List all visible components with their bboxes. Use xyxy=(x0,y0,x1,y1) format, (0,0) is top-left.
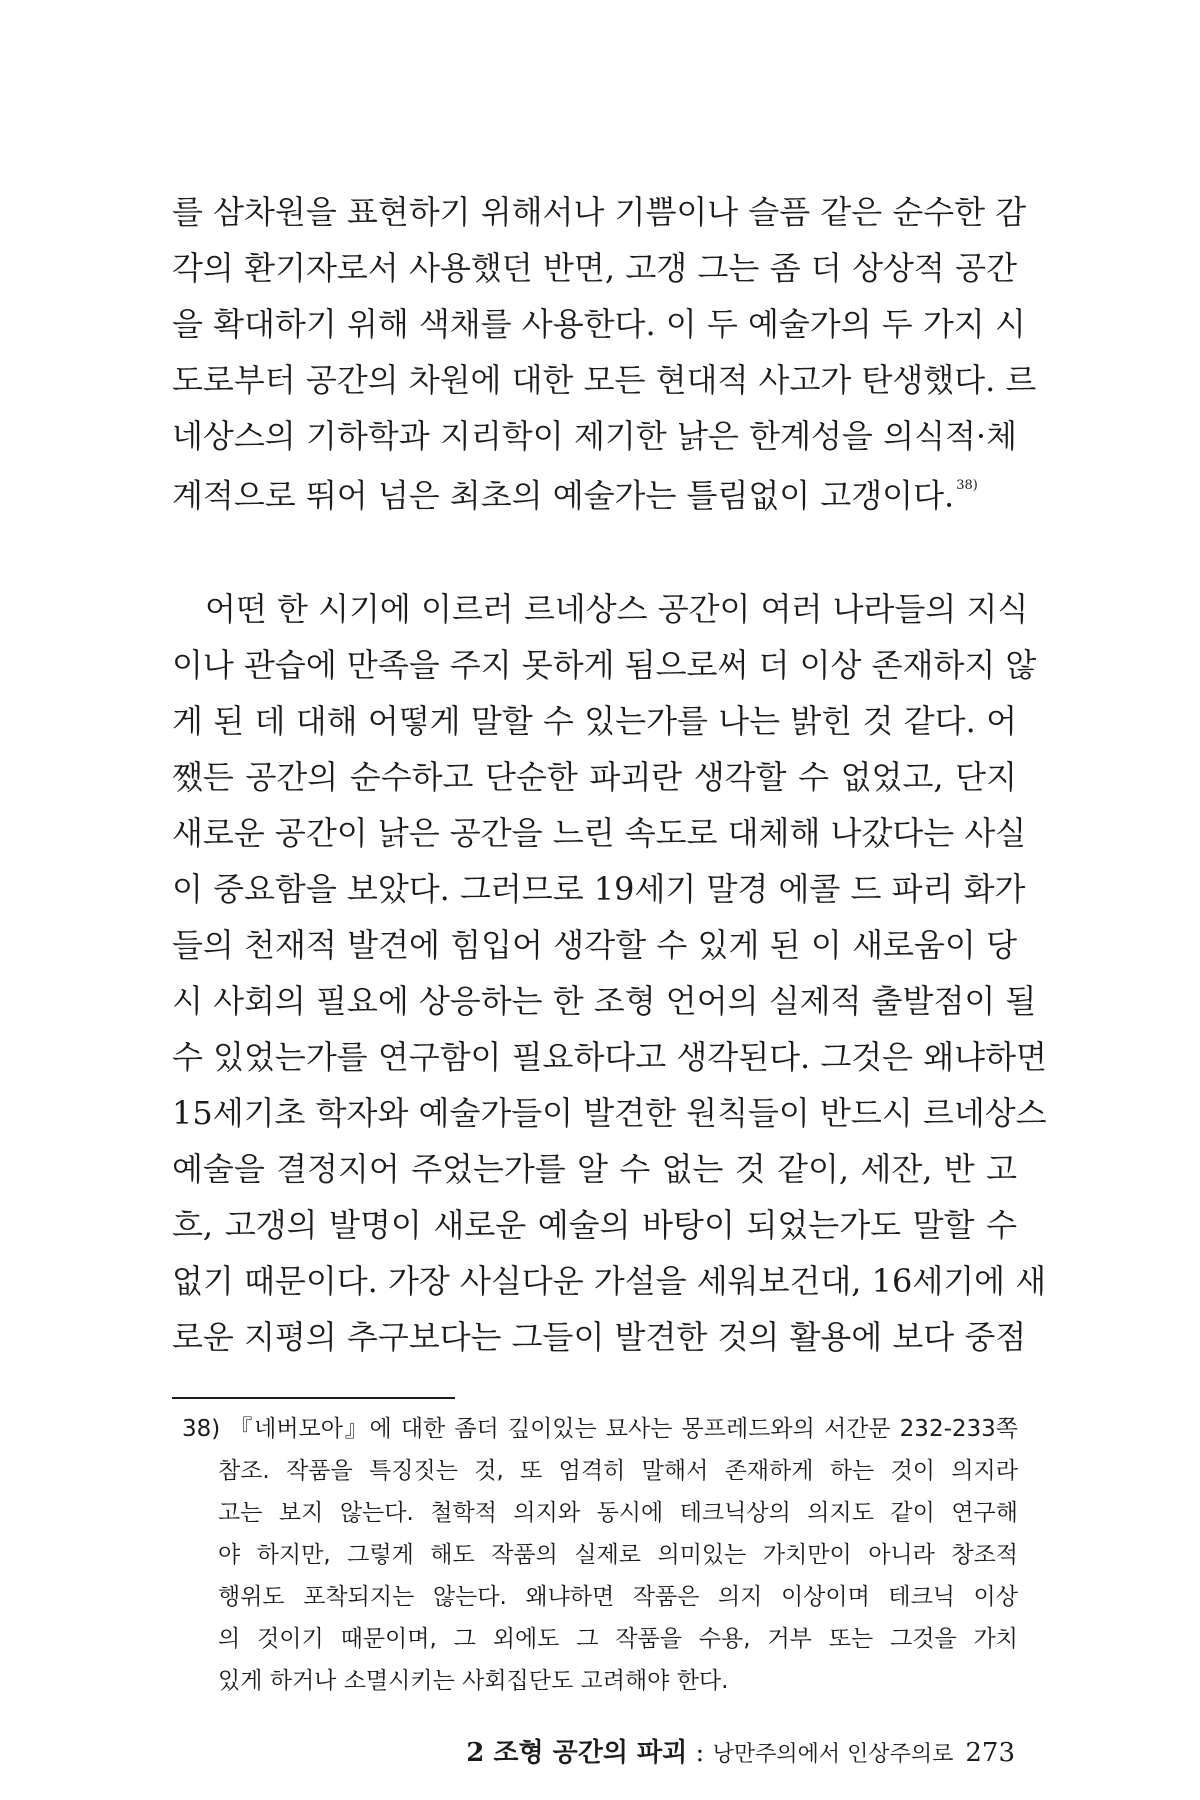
footnote-divider xyxy=(172,1397,455,1399)
page-number: 273 xyxy=(965,1738,1015,1768)
paragraph-2-line: 예술을 결정지어 주었는가를 알 수 없는 것 같이, 세잔, 반 고 xyxy=(172,1150,1017,1188)
paragraph-1-line: 를 삼차원을 표현하기 위해서나 기쁨이나 슬픔 같은 순수한 감 xyxy=(172,193,1027,231)
paragraph-2-line: 어떤 한 시기에 이르러 르네상스 공간이 여러 나라들의 지식 xyxy=(205,590,1029,628)
paragraph-1-line: 도로부터 공간의 차원에 대한 모든 현대적 사고가 탄생했다. 르 xyxy=(172,361,1037,399)
footnote-reference: 38) xyxy=(956,478,978,493)
paragraph-2-line: 흐, 고갱의 발명이 새로운 예술의 바탕이 되었는가도 말할 수 xyxy=(172,1206,1017,1244)
paragraph-2-line: 없기 때문이다. 가장 사실다운 가설을 세워보건대, 16세기에 새 xyxy=(172,1262,1047,1300)
footnote-line: 행위도 포착되지는 않는다. 왜냐하면 작품은 의지 이상이며 테크닉 이상 xyxy=(218,1584,1018,1610)
footer-separator: : xyxy=(687,1738,713,1768)
footnote-line: 고는 보지 않는다. 철학적 의지와 동시에 테크닉상의 의지도 같이 연구해 xyxy=(218,1500,1018,1526)
footnote-line: 의 것이기 때문이며, 그 외에도 그 작품을 수용, 거부 또는 그것을 가치 xyxy=(218,1626,1018,1652)
paragraph-2-line: 이 중요함을 보았다. 그러므로 19세기 말경 에콜 드 파리 화가 xyxy=(172,870,1026,908)
paragraph-2-line: 게 된 데 대해 어떻게 말할 수 있는가를 나는 밝힌 것 같다. 어 xyxy=(172,702,1017,740)
paragraph-2-line: 로운 지평의 추구보다는 그들이 발견한 것의 활용에 보다 중점 xyxy=(172,1318,1027,1356)
running-footer xyxy=(466,1736,1015,1772)
paragraph-2-line: 시 사회의 필요에 상응하는 한 조형 언어의 실제적 출발점이 될 xyxy=(172,982,1037,1020)
paragraph-2-line: 새로운 공간이 낡은 공간을 느린 속도로 대체해 나갔다는 사실 xyxy=(172,814,1027,852)
footnote-line: 있게 하거나 소멸시키는 사회집단도 고려해야 한다. xyxy=(218,1668,729,1694)
paragraph-2-line: 쨌든 공간의 순수하고 단순한 파괴란 생각할 수 없었고, 단지 xyxy=(172,758,1017,796)
paragraph-2-line: 수 있었는가를 연구함이 필요하다고 생각된다. 그것은 왜냐하면 xyxy=(172,1038,1047,1076)
footnote-line: 38) 『네버모아』에 대한 좀더 깊이있는 묘사는 몽프레드와의 서간문 232-233쪽 xyxy=(182,1416,1018,1442)
paragraph-1-line: 네상스의 기하학과 지리학이 제기한 낡은 한계성을 의식적·체 xyxy=(172,417,1017,455)
paragraph-1-line-text: 계적으로 뛰어 넘은 최초의 예술가는 틀림없이 고갱이다. xyxy=(172,476,955,515)
paragraph-1-line: 을 확대하기 위해 색채를 사용한다. 이 두 예술가의 두 가지 시 xyxy=(172,305,1026,343)
paragraph-1-last-line xyxy=(172,469,1017,515)
footnote-line: 야 하지만, 그렇게 해도 작품의 실제로 의미있는 가치만이 아니라 창조적 xyxy=(218,1542,1018,1568)
paragraph-2-line: 이나 관습에 만족을 주지 못하게 됨으로써 더 이상 존재하지 않 xyxy=(172,646,1037,684)
paragraph-2-line: 15세기초 학자와 예술가들이 발견한 원칙들이 반드시 르네상스 xyxy=(172,1094,1047,1132)
paragraph-1-line: 각의 환기자로서 사용했던 반면, 고갱 그는 좀 더 상상적 공간 xyxy=(172,249,1017,287)
chapter-title: 2 조형 공간의 파괴 xyxy=(466,1738,688,1768)
paragraph-2-line: 들의 천재적 발견에 힘입어 생각할 수 있게 된 이 새로움이 당 xyxy=(172,926,1017,964)
chapter-subtitle: 낭만주의에서 인상주의로 xyxy=(712,1742,954,1767)
footnote-line: 참조. 작품을 특징짓는 것, 또 엄격히 말해서 존재하게 하는 것이 의지라 xyxy=(218,1458,1018,1484)
